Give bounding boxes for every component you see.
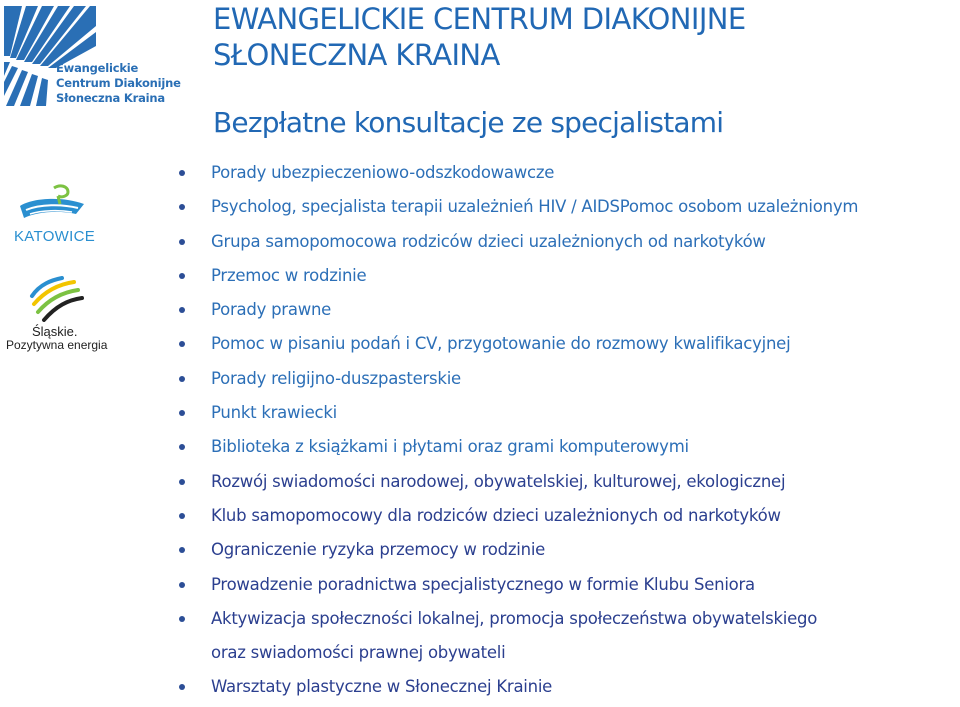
list-item: Pomoc w pisaniu podań i CV, przygotowanie do rozmowy kwalifikacyjnej <box>0 327 960 361</box>
list-item: Biblioteka z książkami i płytami oraz grami komputerowymi <box>0 430 960 464</box>
list-item: Aktywizacja społeczności lokalnej, promocja społeczeństwa obywatelskiego <box>0 602 960 636</box>
list-item: Psycholog, specjalista terapii uzależnień HIV / AIDSPomoc osobom uzależnionym <box>0 190 960 224</box>
bullet-icon <box>179 376 185 382</box>
bullet-icon <box>179 170 185 176</box>
list-item: Ograniczenie ryzyka przemocy w rodzinie <box>0 533 960 567</box>
list-item: Klub samopomocowy dla rodziców dzieci uzależnionych od narkotyków <box>0 499 960 533</box>
services-list <box>0 156 960 705</box>
bullet-icon <box>179 410 185 416</box>
bullet-icon <box>179 307 185 313</box>
page-title-line-1: EWANGELICKIE CENTRUM DIAKONIJNE <box>213 2 746 36</box>
katowice-label: KATOWICE <box>14 228 96 245</box>
bullet-icon <box>179 547 185 553</box>
list-item: Porady ubezpieczeniowo-odszkodowawcze <box>0 156 960 190</box>
bullet-icon <box>179 204 185 210</box>
bullet-icon <box>179 616 185 622</box>
list-item: Porady religijno-duszpasterskie <box>0 362 960 396</box>
slaskie-tagline: Pozytywna energia <box>6 338 108 352</box>
organization-logo <box>4 6 181 108</box>
page-title <box>213 1 746 73</box>
bullet-icon <box>179 444 185 450</box>
list-item: Punkt krawiecki <box>0 396 960 430</box>
section-subtitle: Bezpłatne konsultacje ze specjalistami <box>213 106 724 139</box>
bullet-icon <box>179 479 185 485</box>
bullet-icon <box>179 582 185 588</box>
bullet-icon <box>179 513 185 519</box>
organization-logo-text: Ewangelickie Centrum Diakonijne Słoneczna Kraina <box>56 61 181 105</box>
page-title-line-2: SŁONECZNA KRAINA <box>213 38 500 72</box>
list-item: Warsztaty plastyczne w Słonecznej Krainie <box>0 670 960 704</box>
list-item: Porady prawne <box>0 293 960 327</box>
list-item-continuation: oraz swiadomości prawnej obywateli <box>211 643 506 663</box>
bullet-icon <box>179 273 185 279</box>
bullet-icon <box>179 239 185 245</box>
bullet-icon <box>179 684 185 690</box>
list-item: Przemoc w rodzinie <box>0 259 960 293</box>
list-item: Prowadzenie poradnictwa specjalistycznego w formie Klubu Seniora <box>0 568 960 602</box>
list-item: Grupa samopomocowa rodziców dzieci uzależnionych od narkotyków <box>0 225 960 259</box>
bullet-icon <box>179 341 185 347</box>
slaskie-name: Śląskie. <box>32 324 78 339</box>
list-item: Rozwój swiadomości narodowej, obywatelskiej, kulturowej, ekologicznej <box>0 465 960 499</box>
